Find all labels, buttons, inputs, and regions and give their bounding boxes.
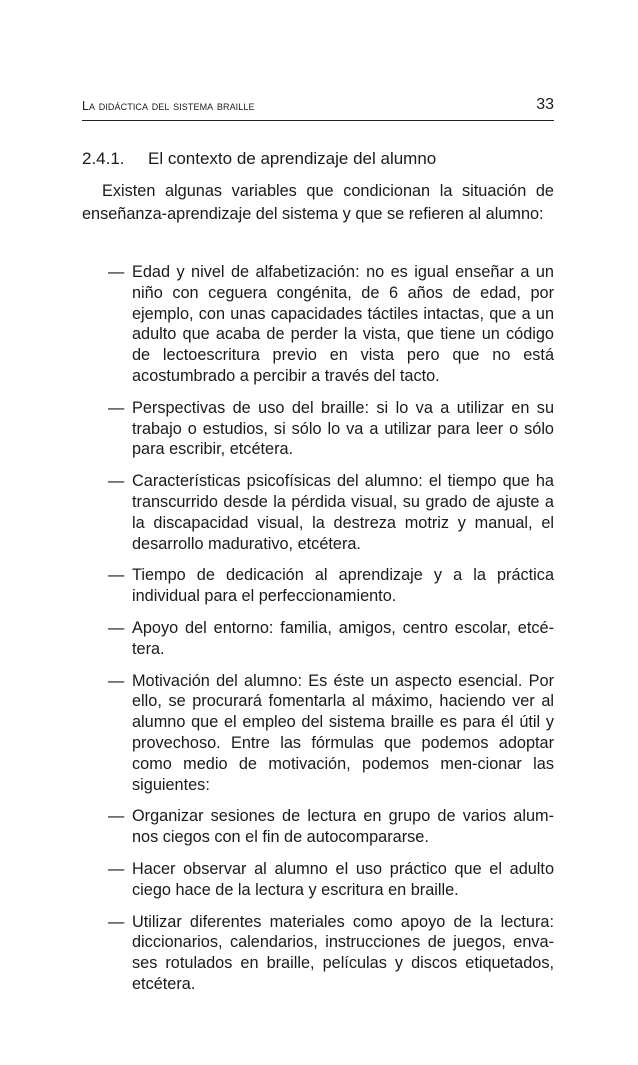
- intro-paragraph: Existen algunas variables que condicionan la situación de enseñanza-aprendizaje del sistema y que se refieren al alumno:: [82, 182, 554, 223]
- list-dash: —: [108, 618, 125, 637]
- list-dash: —: [108, 671, 125, 690]
- list-item: [108, 671, 554, 796]
- list-dash: —: [108, 472, 125, 491]
- list-item: [108, 806, 554, 848]
- section-number: 2.4.1.: [82, 149, 125, 168]
- list-item-text: Organizar sesiones de lectura en grupo de varios alum-nos ciegos con el fin de autocompararse.: [132, 807, 554, 847]
- section-title: El contexto de aprendizaje del alumno: [148, 149, 437, 168]
- list-item-text: Características psicofísicas del alumno: el tiempo que ha transcurrido desde la pérdida visual, su grado de ajuste a la discapacidad visual, la destreza motriz y manual, el desarrollo madurativo, etcétera.: [132, 472, 554, 553]
- list-item-text: Perspectivas de uso del braille: si lo va a utilizar en su trabajo o estudios, si sólo lo va a utilizar para leer o sólo para escribir, etcétera.: [132, 398, 554, 459]
- list-dash: —: [108, 859, 125, 878]
- running-header-title: La didáctica del sistema braille: [82, 99, 255, 113]
- variables-list: [108, 262, 554, 1006]
- list-dash: —: [108, 263, 125, 281]
- list-item-text: Edad y nivel de alfabetización: no es igual enseñar a un niño con ceguera congénita, de 6 años de edad, por ejemplo, con unas capacidades táctiles intactas, que a un adulto que acaba de perder la vista, que tiene un código de lectoescritura previo en vista pero que no está acostumbrado a percibir a través del tacto.: [132, 263, 554, 385]
- list-item: [108, 262, 554, 387]
- list-dash: —: [108, 807, 125, 826]
- list-item-text: Utilizar diferentes materiales como apoyo de la lectura: diccionarios, calendarios, instrucciones de juegos, enva-ses rotulados en braille, películas y discos etiquetados, etcétera.: [132, 912, 554, 993]
- list-item-text: Motivación del alumno: Es éste un aspecto esencial. Por ello, se procurará fomentarla al máximo, haciendo ver al alumno que el empleo del sistema braille es para él útil y provechoso. Entre las fórmulas que podemos adoptar como medio de motivación, podemos men-cionar las siguientes:: [132, 671, 554, 794]
- list-dash: —: [108, 398, 125, 417]
- list-item-text: Hacer observar al alumno el uso práctico que el adulto ciego hace de la lectura y escritura en braille.: [132, 859, 554, 899]
- list-item: [108, 912, 554, 995]
- list-item-text: Tiempo de dedicación al aprendizaje y a la práctica individual para el perfeccionamiento.: [132, 566, 554, 606]
- list-item: [108, 618, 554, 660]
- running-header: [82, 96, 554, 121]
- list-dash: —: [108, 566, 125, 585]
- list-item-text: Apoyo del entorno: familia, amigos, centro escolar, etcé-tera.: [132, 618, 554, 658]
- page-number: 33: [536, 96, 554, 113]
- section-heading: [82, 148, 554, 170]
- list-item: [108, 398, 554, 460]
- list-item: [108, 859, 554, 901]
- list-dash: —: [108, 912, 125, 931]
- list-item: [108, 471, 554, 554]
- list-item: [108, 565, 554, 607]
